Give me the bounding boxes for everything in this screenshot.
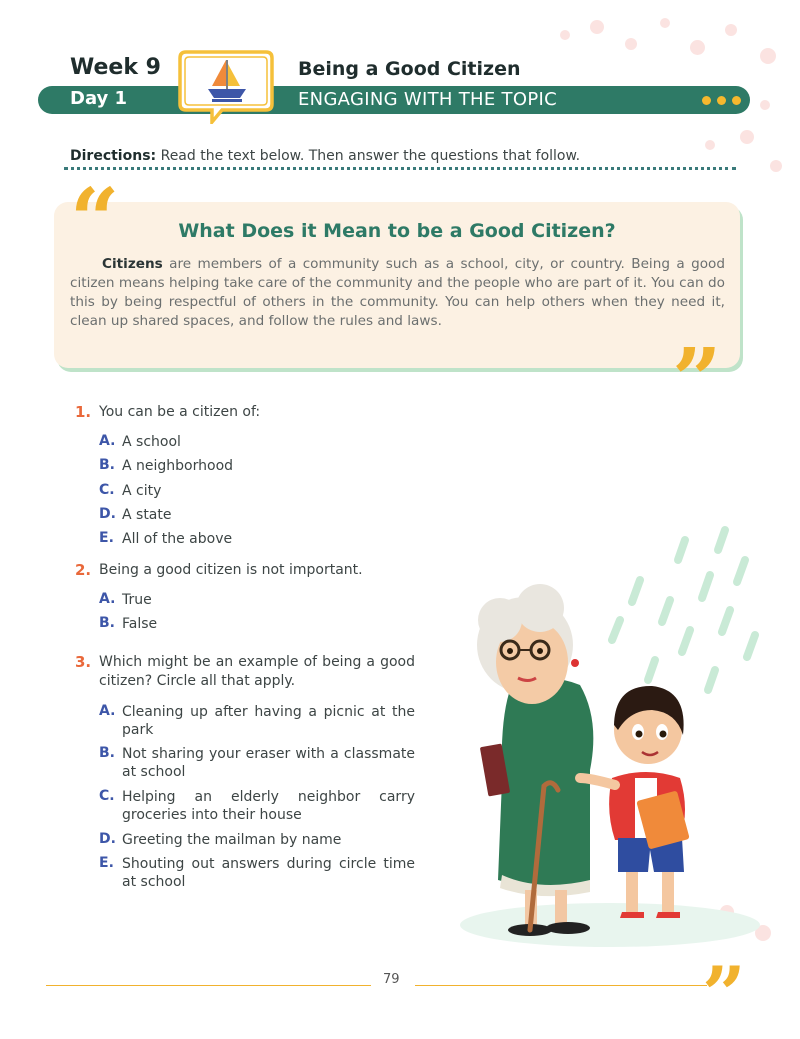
page-number: 79 <box>383 972 400 987</box>
question-number: 3. <box>75 653 92 671</box>
day-label: Day 1 <box>70 88 128 109</box>
close-quote-icon: ” <box>702 950 746 1039</box>
open-quote-icon: “ <box>70 170 120 271</box>
banner-dot-icon <box>732 96 741 105</box>
option-text[interactable]: A school <box>122 434 181 450</box>
question-number: 1. <box>75 403 92 421</box>
option-letter: E. <box>99 855 114 871</box>
option-text[interactable]: Shouting out answers during circle time at school <box>122 856 415 890</box>
option-text[interactable]: Helping an elderly neighbor carry groceries into their house <box>122 789 415 823</box>
option-text[interactable]: A city <box>122 483 162 499</box>
week-label: Week 9 <box>70 55 161 80</box>
passage-term: Citizens <box>102 256 163 272</box>
topic-subtitle: ENGAGING WITH THE TOPIC <box>298 89 557 110</box>
option-letter: B. <box>99 745 115 761</box>
option-letter: B. <box>99 457 115 473</box>
question-number: 2. <box>75 561 92 579</box>
option-letter: D. <box>99 831 116 847</box>
directions-label: Directions: <box>70 148 157 164</box>
passage-text <box>70 255 725 331</box>
option-text[interactable]: False <box>122 616 158 632</box>
footer-line-left <box>46 985 371 986</box>
banner-dot-icon <box>717 96 726 105</box>
option-letter: E. <box>99 530 114 546</box>
directions <box>70 148 580 164</box>
option-letter: C. <box>99 788 115 804</box>
citizen-illustration <box>440 520 770 950</box>
option-letter: A. <box>99 703 116 719</box>
directions-text: Read the text below. Then answer the questions that follow. <box>160 148 581 164</box>
option-letter: C. <box>99 482 115 498</box>
option-text[interactable]: A state <box>122 507 172 523</box>
option-text[interactable]: True <box>122 592 152 608</box>
topic-title: Being a Good Citizen <box>298 58 521 80</box>
option-text[interactable]: A neighborhood <box>122 458 234 474</box>
option-text[interactable]: All of the above <box>122 531 233 547</box>
option-text[interactable]: Not sharing your eraser with a classmate at school <box>122 746 415 780</box>
question-text: Which might be an example of being a good citizen? Circle all that apply. <box>99 654 415 689</box>
option-letter: A. <box>99 591 116 607</box>
option-text[interactable]: Greeting the mailman by name <box>122 832 342 848</box>
option-letter: A. <box>99 433 116 449</box>
option-text[interactable]: Cleaning up after having a picnic at the park <box>122 704 415 738</box>
footer-line-right <box>415 985 707 986</box>
passage-title: What Does it Mean to be a Good Citizen? <box>178 220 616 242</box>
question-text: You can be a citizen of: <box>99 404 261 420</box>
banner-dot-icon <box>702 96 711 105</box>
option-letter: D. <box>99 506 116 522</box>
close-quote-icon: ” <box>672 330 722 431</box>
option-letter: B. <box>99 615 115 631</box>
question-text: Being a good citizen is not important. <box>99 562 363 578</box>
dotted-divider <box>64 167 736 170</box>
sailboat-icon <box>178 48 274 124</box>
passage-body: are members of a community such as a school, city, or country. Being a good citizen means helping take care of the community and the people who are part of it. You can do this by being respectful of others in the community. You can help others when they need it, clean up shared spaces, and follow the rules and laws. <box>70 256 725 329</box>
